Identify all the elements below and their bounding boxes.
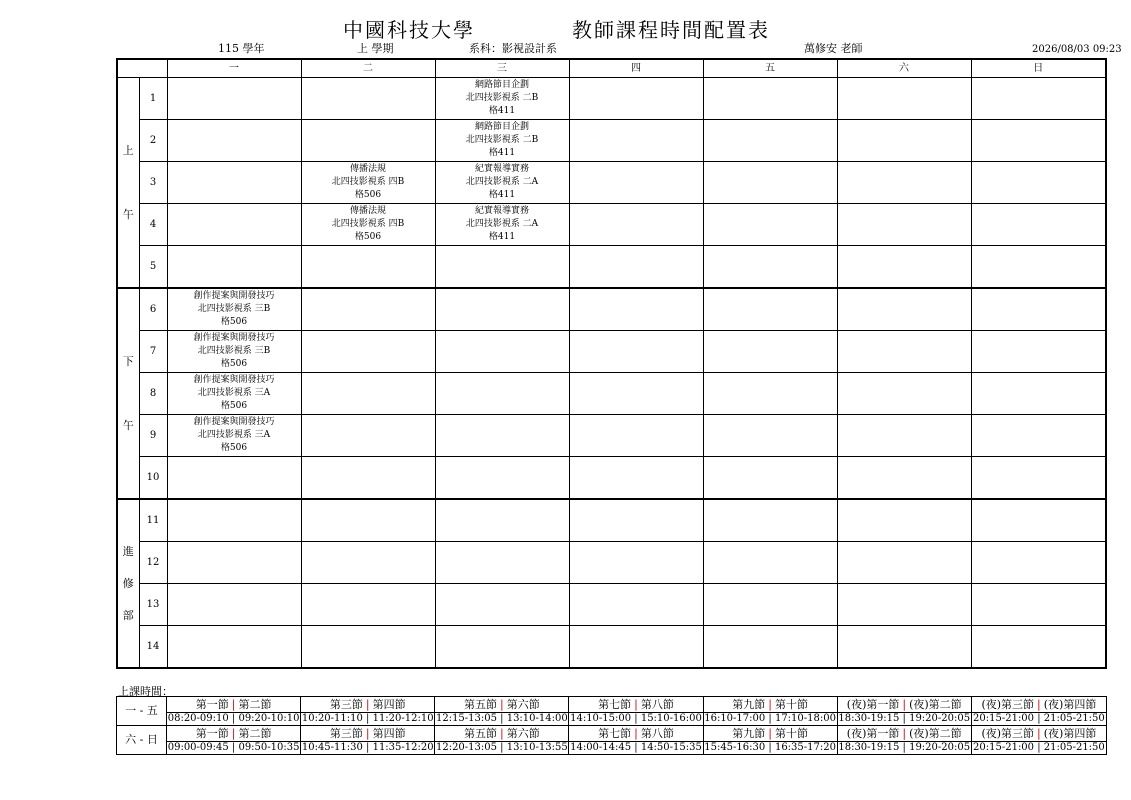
empty-cell	[569, 162, 703, 204]
empty-cell	[301, 78, 435, 120]
time-range: 20:15-21:00 | 21:05-21:50	[973, 713, 1105, 724]
empty-cell	[971, 288, 1106, 331]
empty-cell	[971, 499, 1106, 542]
course-cell[interactable]	[167, 331, 301, 373]
course-name: 創作提案與開發技巧	[193, 291, 275, 301]
period-row	[117, 626, 1106, 669]
period-label: 第六節	[506, 698, 540, 711]
period-label: 第七節	[598, 698, 632, 711]
course-class: 北四技影視系 三B	[197, 304, 271, 314]
empty-cell	[435, 415, 569, 457]
empty-cell	[569, 246, 703, 289]
empty-cell	[435, 542, 569, 584]
empty-cell	[971, 457, 1106, 500]
empty-cell	[971, 584, 1106, 626]
separator: |	[768, 727, 772, 740]
time-slot	[301, 726, 435, 755]
course-name: 創作提案與開發技巧	[193, 417, 275, 427]
period-label: 第四節	[372, 698, 406, 711]
empty-cell	[167, 162, 301, 204]
empty-cell	[301, 246, 435, 289]
empty-cell	[435, 626, 569, 669]
period-number: 7	[139, 331, 167, 373]
empty-cell	[569, 457, 703, 500]
period-label: (夜)第二節	[909, 727, 962, 740]
time-range: 16:10-17:00 | 17:10-18:00	[704, 713, 836, 724]
time-slot	[435, 697, 569, 726]
period-label: 第二節	[238, 727, 272, 740]
time-slot	[971, 697, 1106, 726]
empty-cell	[569, 584, 703, 626]
course-class: 北四技影視系 四B	[331, 177, 405, 187]
course-cell[interactable]	[435, 120, 569, 162]
time-range: 18:30-19:15 | 19:20-20:05	[838, 742, 971, 753]
empty-cell	[971, 331, 1106, 373]
period-label: (夜)第二節	[909, 698, 962, 711]
time-range: 08:20-09:10 | 09:20-10:10	[167, 713, 300, 724]
period-number: 3	[139, 162, 167, 204]
document-title: 教師課程時間配置表	[572, 18, 770, 42]
separator: |	[365, 727, 370, 740]
period-label: (夜)第一節	[846, 727, 900, 740]
course-class: 北四技影視系 二A	[465, 177, 539, 187]
course-room: 格506	[220, 317, 248, 327]
empty-cell	[837, 246, 971, 289]
empty-cell	[971, 542, 1106, 584]
period-label: 第五節	[464, 698, 497, 711]
empty-cell	[167, 626, 301, 669]
course-room: 格411	[488, 190, 516, 200]
empty-cell	[569, 626, 703, 669]
academic-year: 115 學年	[218, 42, 265, 55]
school-title: 中國科技大學	[343, 18, 475, 42]
empty-cell	[435, 288, 569, 331]
time-range: 10:20-11:10 | 11:20-12:10	[301, 713, 434, 724]
course-cell[interactable]	[167, 288, 301, 331]
class-times-table	[116, 696, 1107, 755]
course-room: 格411	[488, 232, 516, 242]
course-class: 北四技影視系 二A	[465, 219, 539, 229]
empty-cell	[971, 415, 1106, 457]
period-number: 13	[139, 584, 167, 626]
empty-cell	[301, 457, 435, 500]
empty-cell	[971, 162, 1106, 204]
empty-cell	[837, 415, 971, 457]
time-slot	[167, 726, 301, 755]
empty-cell	[569, 120, 703, 162]
period-row	[117, 246, 1106, 289]
period-label: 第七節	[598, 727, 632, 740]
period-row	[117, 162, 1106, 204]
period-number: 4	[139, 204, 167, 246]
time-range: 18:30-19:15 | 19:20-20:05	[838, 713, 971, 724]
period-row	[117, 373, 1106, 415]
section-afternoon: 下 午	[117, 288, 139, 499]
time-range: 14:10-15:00 | 15:10-16:00	[570, 713, 702, 724]
empty-cell	[569, 204, 703, 246]
empty-cell	[301, 373, 435, 415]
period-label: 第四節	[372, 727, 406, 740]
period-label: 第三節	[329, 698, 363, 711]
course-name: 傳播法規	[349, 206, 386, 216]
separator: |	[500, 698, 504, 711]
empty-cell	[837, 373, 971, 415]
day-group: 六 - 日	[117, 726, 167, 755]
empty-cell	[837, 162, 971, 204]
empty-cell	[703, 626, 837, 669]
period-row	[117, 457, 1106, 500]
period-label: 第九節	[732, 727, 766, 740]
period-label: 第八節	[640, 727, 674, 740]
empty-cell	[703, 584, 837, 626]
empty-cell	[167, 246, 301, 289]
empty-cell	[301, 499, 435, 542]
schedule-label: 上課時間：	[118, 685, 173, 698]
empty-cell	[435, 584, 569, 626]
empty-cell	[837, 499, 971, 542]
separator: |	[1037, 698, 1041, 711]
time-range: 12:20-13:05 | 13:10-13:55	[435, 742, 568, 753]
empty-cell	[435, 373, 569, 415]
time-range: 10:45-11:30 | 11:35-12:20	[301, 742, 434, 753]
empty-cell	[703, 415, 837, 457]
period-label: 第九節	[732, 698, 766, 711]
empty-cell	[703, 204, 837, 246]
teacher-name: 萬修安 老師	[804, 42, 863, 55]
day-header: 五	[703, 59, 837, 78]
period-label: 第一節	[195, 698, 229, 711]
period-row	[117, 288, 1106, 331]
course-cell[interactable]	[301, 204, 435, 246]
time-slot	[435, 726, 569, 755]
day-header-row	[117, 59, 1106, 78]
course-class: 北四技影視系 三A	[197, 430, 271, 440]
section-extension: 進 修 部	[117, 499, 139, 668]
empty-cell	[301, 584, 435, 626]
empty-cell	[301, 331, 435, 373]
course-class: 北四技影視系 三B	[197, 346, 271, 356]
separator: |	[634, 698, 638, 711]
separator: |	[634, 727, 638, 740]
period-label: (夜)第四節	[1043, 727, 1097, 740]
empty-cell	[971, 373, 1106, 415]
time-slot	[569, 697, 703, 726]
empty-cell	[971, 78, 1106, 120]
time-range: 12:15-13:05 | 13:10-14:00	[435, 713, 568, 724]
course-cell[interactable]	[301, 162, 435, 204]
empty-cell	[971, 626, 1106, 669]
period-number: 12	[139, 542, 167, 584]
separator: |	[902, 727, 907, 740]
period-row	[117, 331, 1106, 373]
day-header: 一	[167, 59, 301, 78]
separator: |	[768, 698, 772, 711]
empty-cell	[703, 162, 837, 204]
period-number: 10	[139, 457, 167, 500]
department: 系科：影視設計系	[469, 42, 557, 55]
period-number: 8	[139, 373, 167, 415]
separator: |	[365, 698, 370, 711]
empty-cell	[837, 626, 971, 669]
empty-cell	[837, 288, 971, 331]
empty-cell	[167, 120, 301, 162]
course-cell[interactable]	[167, 415, 301, 457]
course-name: 創作提案與開發技巧	[193, 375, 275, 385]
empty-cell	[569, 331, 703, 373]
day-group: 一 - 五	[117, 697, 167, 726]
course-name: 傳播法規	[349, 164, 386, 174]
course-cell[interactable]	[167, 373, 301, 415]
day-header: 三	[435, 59, 569, 78]
empty-cell	[569, 415, 703, 457]
time-slot	[167, 697, 301, 726]
empty-cell	[703, 120, 837, 162]
empty-cell	[569, 78, 703, 120]
period-row	[117, 584, 1106, 626]
empty-cell	[301, 120, 435, 162]
print-timestamp: 2026/08/03 09:23	[1032, 44, 1122, 55]
course-name: 網路節目企劃	[474, 80, 529, 90]
time-range: 20:15-21:00 | 21:05-21:50	[973, 742, 1105, 753]
period-label: 第六節	[506, 727, 540, 740]
period-label: 第五節	[464, 727, 497, 740]
period-row	[117, 415, 1106, 457]
empty-cell	[837, 457, 971, 500]
period-number: 2	[139, 120, 167, 162]
empty-cell	[703, 499, 837, 542]
section-morning: 上 午	[117, 78, 139, 289]
course-name: 紀實報導實務	[474, 206, 529, 216]
period-label: 第八節	[640, 698, 674, 711]
course-cell[interactable]	[435, 204, 569, 246]
empty-cell	[703, 457, 837, 500]
empty-cell	[837, 331, 971, 373]
empty-cell	[301, 415, 435, 457]
period-row	[117, 120, 1106, 162]
empty-cell	[569, 499, 703, 542]
course-name: 網路節目企劃	[474, 122, 529, 132]
empty-cell	[167, 542, 301, 584]
time-range: 15:45-16:30 | 16:35-17:20	[704, 742, 836, 753]
course-room: 格506	[220, 443, 248, 453]
empty-cell	[167, 499, 301, 542]
empty-cell	[703, 542, 837, 584]
empty-cell	[435, 499, 569, 542]
time-row	[117, 697, 1107, 726]
empty-cell	[703, 331, 837, 373]
period-number: 5	[139, 246, 167, 289]
empty-cell	[703, 373, 837, 415]
course-room: 格506	[354, 190, 382, 200]
empty-cell	[971, 120, 1106, 162]
empty-cell	[703, 288, 837, 331]
separator: |	[902, 698, 907, 711]
time-range: 09:00-09:45 | 09:50-10:35	[167, 742, 300, 753]
period-row	[117, 78, 1106, 120]
period-row	[117, 542, 1106, 584]
separator: |	[500, 727, 504, 740]
empty-cell	[301, 626, 435, 669]
time-slot	[703, 697, 837, 726]
period-label: (夜)第四節	[1043, 698, 1097, 711]
empty-cell	[167, 457, 301, 500]
time-range: 14:00-14:45 | 14:50-15:35	[570, 742, 702, 753]
empty-cell	[703, 78, 837, 120]
course-room: 格506	[220, 401, 248, 411]
period-label: (夜)第三節	[981, 698, 1035, 711]
period-label: 第十節	[774, 698, 808, 711]
course-name: 創作提案與開發技巧	[193, 333, 275, 343]
semester: 上 學期	[357, 42, 394, 55]
course-name: 紀實報導實務	[474, 164, 529, 174]
course-class: 北四技影視系 二B	[465, 93, 539, 103]
day-header: 二	[301, 59, 435, 78]
period-number: 1	[139, 78, 167, 120]
time-slot	[301, 697, 435, 726]
day-header: 日	[971, 59, 1106, 78]
time-slot	[837, 697, 971, 726]
period-number: 14	[139, 626, 167, 669]
empty-cell	[167, 204, 301, 246]
empty-cell	[435, 457, 569, 500]
course-class: 北四技影視系 四B	[331, 219, 405, 229]
empty-cell	[167, 78, 301, 120]
period-label: 第十節	[774, 727, 808, 740]
day-header: 六	[837, 59, 971, 78]
course-cell[interactable]	[435, 78, 569, 120]
course-room: 格411	[488, 148, 516, 158]
day-header: 四	[569, 59, 703, 78]
empty-cell	[301, 542, 435, 584]
empty-cell	[301, 288, 435, 331]
period-number: 6	[139, 288, 167, 331]
course-class: 北四技影視系 三A	[197, 388, 271, 398]
course-cell[interactable]	[435, 162, 569, 204]
period-label: 第三節	[329, 727, 363, 740]
period-row	[117, 204, 1106, 246]
period-label: (夜)第三節	[981, 727, 1035, 740]
empty-cell	[837, 584, 971, 626]
empty-cell	[837, 204, 971, 246]
period-number: 11	[139, 499, 167, 542]
period-label: (夜)第一節	[846, 698, 900, 711]
separator: |	[231, 698, 236, 711]
empty-cell	[837, 542, 971, 584]
empty-cell	[837, 78, 971, 120]
course-room: 格411	[488, 106, 516, 116]
empty-cell	[569, 373, 703, 415]
empty-cell	[703, 246, 837, 289]
time-slot	[703, 726, 837, 755]
timetable-grid	[116, 58, 1107, 669]
period-label: 第二節	[238, 698, 272, 711]
period-number: 9	[139, 415, 167, 457]
course-room: 格506	[220, 359, 248, 369]
period-row	[117, 499, 1106, 542]
empty-cell	[167, 584, 301, 626]
corner-cell	[117, 59, 167, 78]
empty-cell	[837, 120, 971, 162]
empty-cell	[435, 331, 569, 373]
empty-cell	[435, 246, 569, 289]
separator: |	[231, 727, 236, 740]
empty-cell	[569, 288, 703, 331]
course-room: 格506	[354, 232, 382, 242]
separator: |	[1037, 727, 1041, 740]
time-row	[117, 726, 1107, 755]
empty-cell	[569, 542, 703, 584]
time-slot	[971, 726, 1106, 755]
course-class: 北四技影視系 二B	[465, 135, 539, 145]
empty-cell	[971, 204, 1106, 246]
period-label: 第一節	[195, 727, 229, 740]
empty-cell	[971, 246, 1106, 289]
time-slot	[569, 726, 703, 755]
time-slot	[837, 726, 971, 755]
